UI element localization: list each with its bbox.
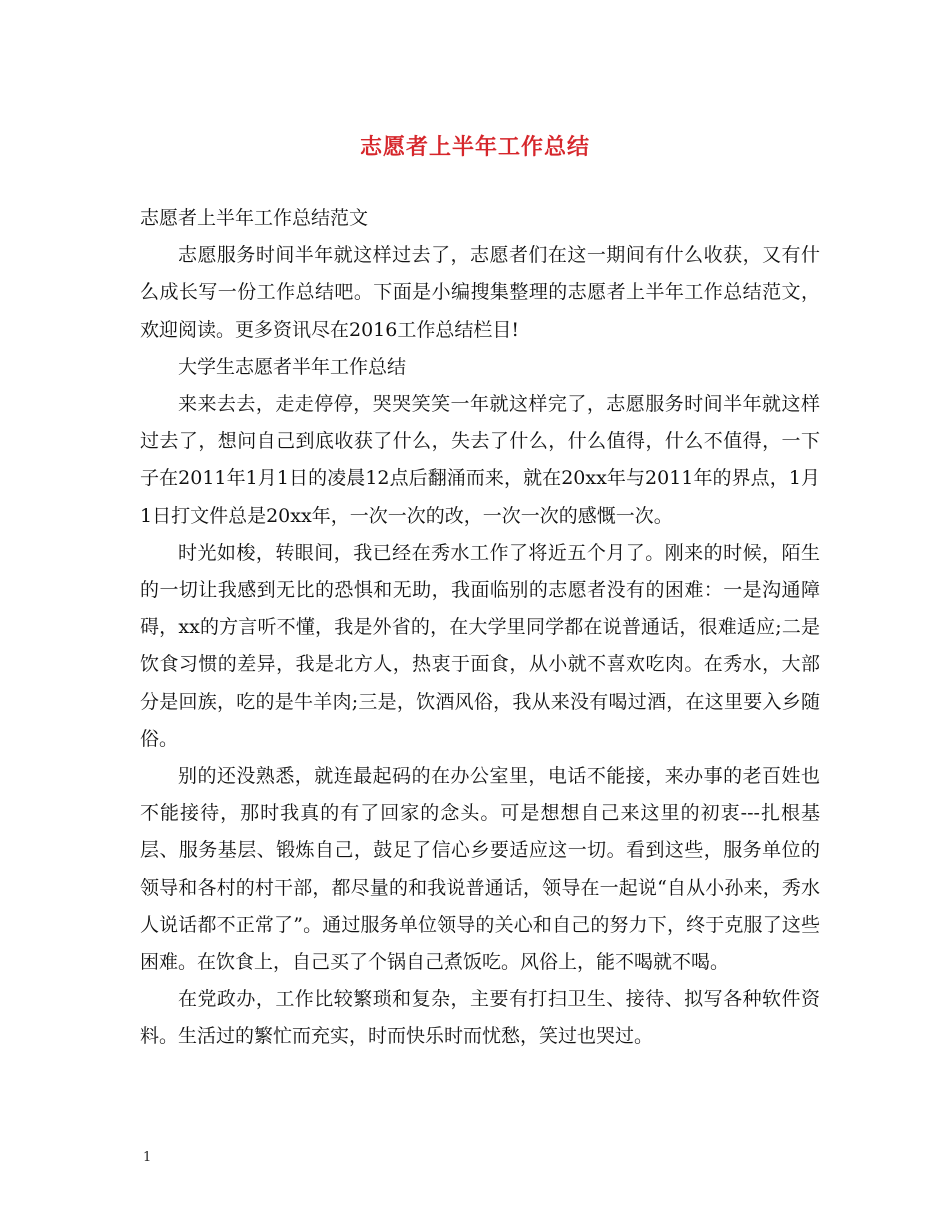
paragraph: 在党政办，工作比较繁琐和复杂，主要有打扫卫生、接待、拟写各种软件资料。生活过的繁忙而充实，时而快乐时而忧愁，笑过也哭过。: [140, 988, 820, 1048]
paragraph: 志愿者上半年工作总结范文: [140, 207, 369, 229]
page-number: 1: [143, 1150, 152, 1165]
paragraph: 时光如梭，转眼间，我已经在秀水工作了将近五个月了。刚来的时候，陌生的一切让我感到无比的恐惧和无助，我面临别的志愿者没有的困难：一是沟通障碍，xx的方言听不懂，我是外省的，在大学里同学都在说普通话，很难适应;二是饮食习惯的差异，我是北方人，热衷于面食，从小就不喜欢吃肉。在秀水，大部分是回族，吃的是牛羊肉;三是，饮酒风俗，我从来没有喝过酒，在这里要入乡随俗。: [140, 541, 820, 750]
paragraph: 志愿服务时间半年就这样过去了，志愿者们在这一期间有什么收获，又有什么成长写一份工作总结吧。下面是小编搜集整理的志愿者上半年工作总结范文，欢迎阅读。更多资讯尽在2016工作总结栏目!: [140, 244, 820, 341]
paragraph: 别的还没熟悉，就连最起码的在办公室里，电话不能接，来办事的老百姓也不能接待，那时我真的有了回家的念头。可是想想自己来这里的初衷---扎根基层、服务基层、锻炼自己，鼓足了信心乡要适应这一切。看到这些，服务单位的领导和各村的村干部，都尽量的和我说普通话，领导在一起说“自从小孙来，秀水人说话都不正常了”。通过服务单位领导的关心和自己的努力下，终于克服了这些困难。在饮食上，自己买了个锅自己煮饭吃。风俗上，能不喝就不喝。: [140, 765, 820, 974]
paragraph: 来来去去，走走停停，哭哭笑笑一年就这样完了，志愿服务时间半年就这样过去了，想问自己到底收获了什么，失去了什么，什么值得，什么不值得，一下子在2011年1月1日的凌晨12点后翻涌而来，就在20xx年与2011年的界点，1月1日打文件总是20xx年，一次一次的改，一次一次的感慨一次。: [140, 393, 820, 527]
paragraph: 大学生志愿者半年工作总结: [178, 355, 407, 378]
document-title: 志愿者上半年工作总结: [359, 134, 590, 160]
document-body: [140, 200, 820, 1056]
